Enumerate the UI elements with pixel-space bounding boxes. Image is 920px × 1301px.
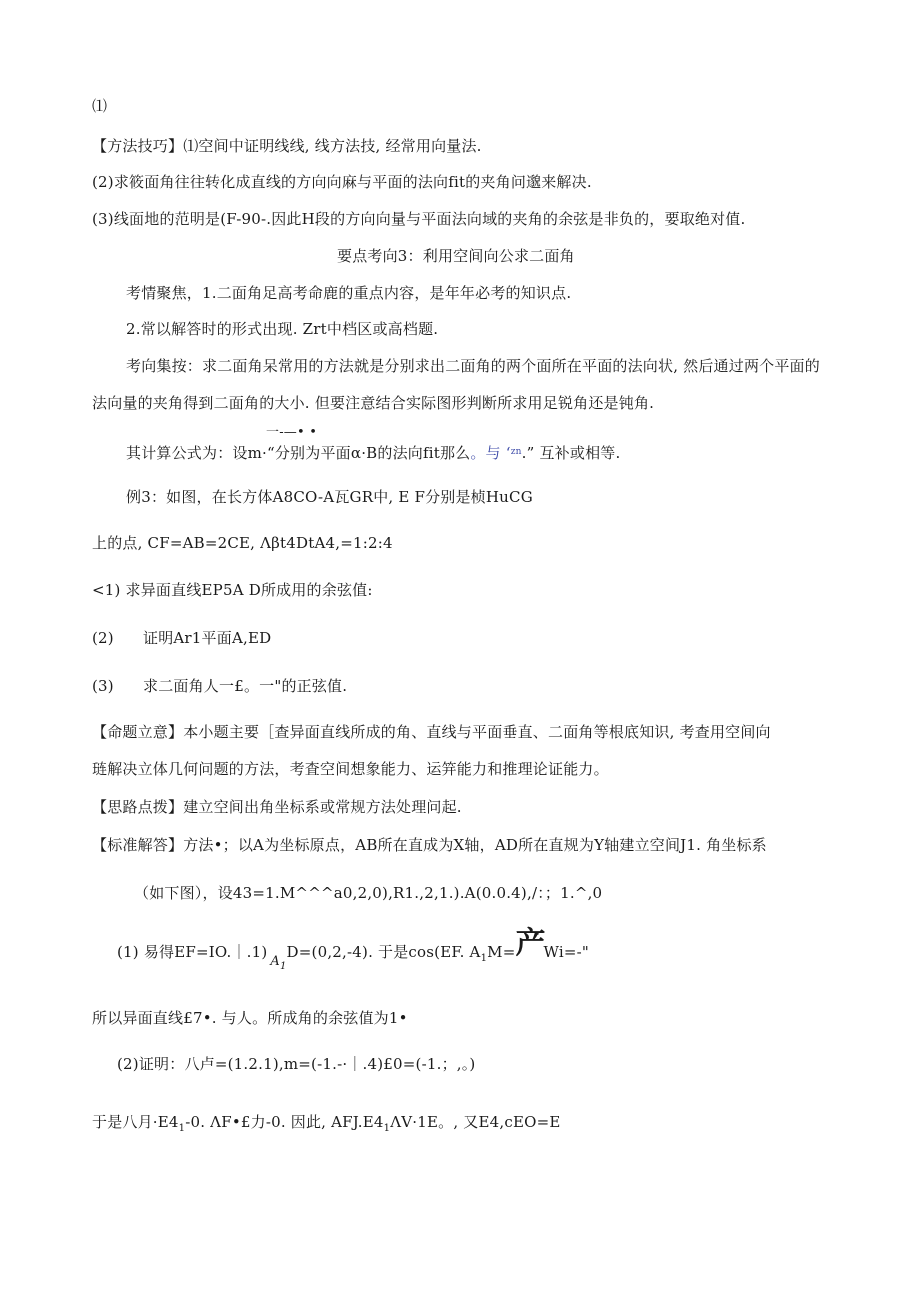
vector-arrow-marks: 一-—• • bbox=[266, 425, 318, 440]
exam-direction-paragraph-line-1: 考向集按：求二面角呆常用的方法就是分别求出二面角的两个面所在平面的法向状, 然后通过两个平面的 bbox=[126, 357, 820, 375]
solution-part-2-conclusion bbox=[92, 1112, 561, 1139]
method-tips-point-3: (3)线面地的范明是(F-90-.因此H段的方向向量与平面法向域的夹角的余弦是非负的，要取绝对值. bbox=[92, 210, 746, 228]
question-2-text: 证明Ar1平面A,ED bbox=[143, 629, 272, 647]
conclusion-text-a: 于是八月·E4 bbox=[92, 1113, 179, 1131]
method-tips-point-2: (2)求筱面角往往转化成直线的方向向麻与平面的法向fit的夹角问邈来解决. bbox=[92, 173, 592, 191]
formula-tail: 互补或相等. bbox=[534, 444, 621, 462]
conclusion-sub-2: 1 bbox=[383, 1123, 391, 1134]
coordinates-line: （如下图），设43=1.M^^^a0,2,0),R1.,2,1.).A(0.0.4),/：；1.^,0 bbox=[134, 884, 603, 902]
example-3-line-1: 例3：如图，在长方体A8CO-A瓦GR中, E F分别是桢HuCG bbox=[126, 488, 533, 506]
vector-a1d-label bbox=[270, 954, 287, 972]
item-number-1: ⑴ bbox=[92, 97, 108, 115]
formula-blue-text: 。与 ‘ bbox=[470, 444, 511, 462]
solution-1-sub: 1 bbox=[480, 953, 488, 964]
intent-line-1: 【命题立意】本小题主要［查异面直线所成的角、直线与平面垂直、二面角等根底知识, 考查用空间向 bbox=[92, 723, 771, 741]
solution-1-cos-text: D=(0,2,-4). 于是cos(EF. A bbox=[286, 943, 481, 961]
vector-a1d-a: A bbox=[270, 954, 280, 969]
idea-hint-line: 【思路点拨】建立空间出角坐标系或常规方法处理问起. bbox=[92, 798, 462, 816]
formula-superscript: zn bbox=[510, 447, 522, 457]
conclusion-text-b: -0. ΛF•£力-0. 因此, AFJ.E4 bbox=[185, 1113, 384, 1131]
conclusion-text-c: ΛV·1E。, 又E4,cEO=E bbox=[390, 1113, 561, 1131]
formula-line bbox=[126, 442, 620, 463]
vector-a1d-sub: 1 bbox=[279, 961, 287, 972]
solution-part-1-conclusion: 所以异面直线£7•. 与人。所成角的余弦值为1• bbox=[92, 1009, 408, 1027]
formula-text: 其计算公式为：设m·“分别为平面α·B的法向fit那么 bbox=[126, 444, 471, 462]
fraction-glyph: 产 bbox=[515, 926, 544, 961]
formula-blue-part bbox=[470, 444, 521, 462]
solution-part-2-line: (2)证明：八卢=(1.2.1),m=(-1.-·｜.4)£0=(-1.；,。) bbox=[117, 1055, 476, 1073]
exam-focus-line-2: 2.常以解答时的形式出现. Zrt中档区或高档题. bbox=[126, 320, 439, 338]
solution-part-1-line bbox=[117, 926, 589, 977]
exam-direction-paragraph-line-2: 法向量的夹角得到二面角的大小. 但要注意结合实际图形判断所求用足锐角还是钝角. bbox=[92, 394, 655, 412]
standard-answer-line: 【标准解答】方法•；以A为坐标原点，AB所在直成为X轴，AD所在直规为Y轴建立空间J1. 角坐标系 bbox=[92, 836, 767, 854]
question-2-number: (2) bbox=[92, 629, 114, 647]
question-3-number: (3) bbox=[92, 677, 114, 695]
section-title-key-point-3: 要点考向3：利用空间向公求二面角 bbox=[337, 247, 575, 265]
question-3-text: 求二面角人一£。一"的正弦值. bbox=[143, 677, 348, 695]
intent-line-2: 琏解决立体几何问题的方法，考査空间想象能力、运笄能力和推理论证能力。 bbox=[92, 760, 609, 778]
solution-1-m: M= bbox=[487, 943, 516, 961]
solution-1-ef: (1) 易得EF=IO.｜.1) bbox=[117, 943, 268, 961]
conclusion-sub-1: 1 bbox=[178, 1123, 186, 1134]
example-3-line-2: 上的点, CF=AB=2CE, Λβt4DtA4,=1:2:4 bbox=[92, 534, 393, 552]
solution-1-tail: Wi=-" bbox=[543, 943, 589, 961]
exam-focus-line-1: 考情聚焦，1.二面角足高考命鹿的重点内容，是年年必考的知识点. bbox=[126, 284, 572, 302]
question-1: <1) 求异面直线EP5A D所成用的余弦值: bbox=[92, 581, 373, 599]
formula-quote: .” bbox=[521, 444, 535, 462]
method-tips-heading-line: 【方法技巧】⑴空间中证明线线, 线方法技, 经常用向量法. bbox=[92, 137, 482, 155]
